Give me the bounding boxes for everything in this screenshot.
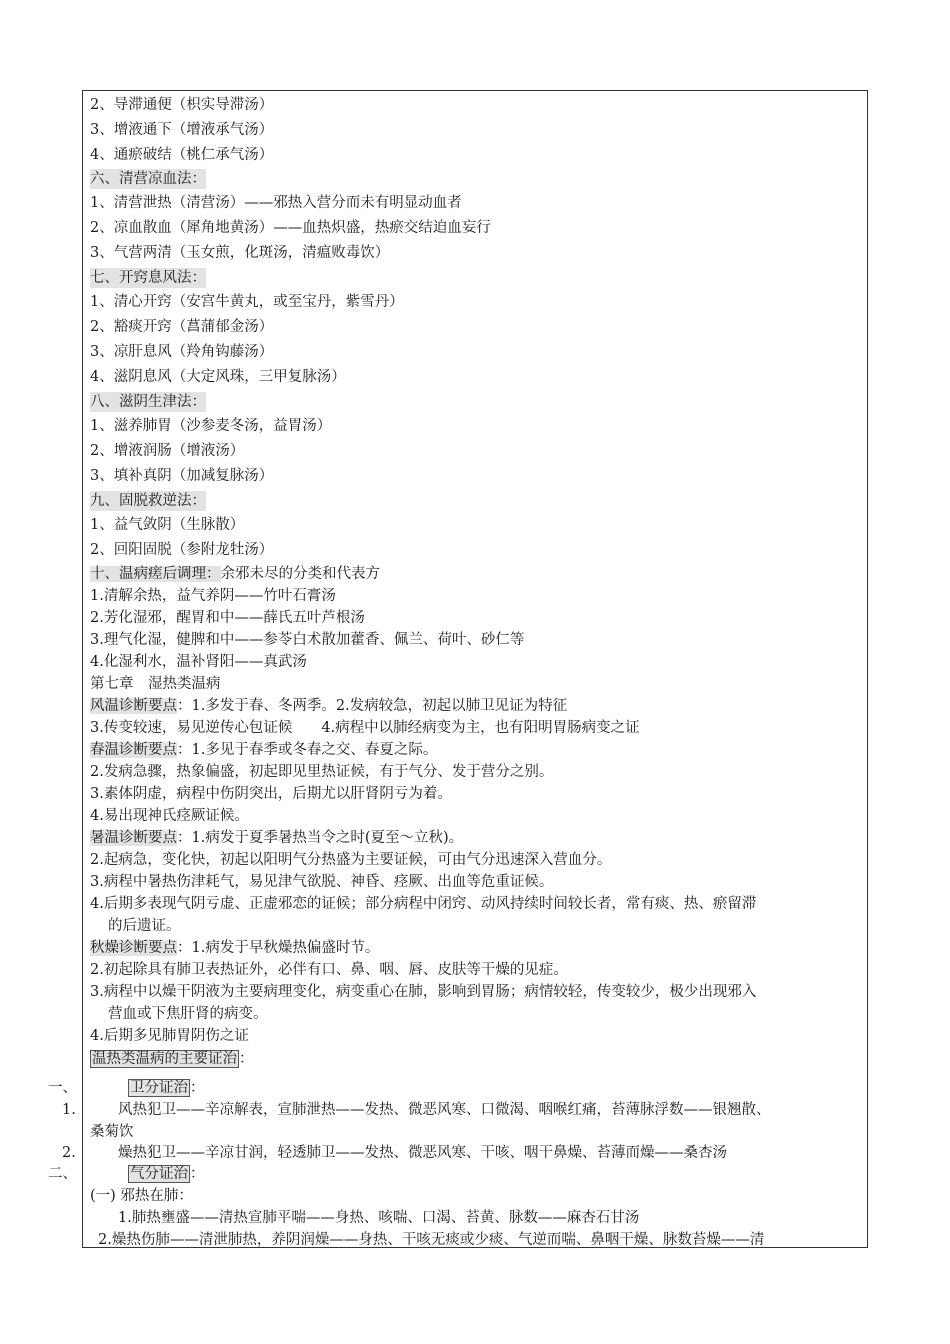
text-line: 燥热犯卫——辛凉甘润，轻透肺卫——发热、微恶风寒、干咳、咽干鼻燥、苔薄而燥——桑杏汤 [118, 1145, 727, 1161]
text-line: 的后遗证。 [108, 918, 181, 934]
text-line: 3.素体阴虚，病程中伤阴突出，后期尤以肝肾阴亏为着。 [90, 786, 452, 802]
text-line: 1、清营泄热（清营汤）——邪热入营分而未有明显动血者 [90, 195, 462, 211]
subsection-heading: 暑温诊断要点 [90, 830, 177, 846]
text-line: 气分证治 ： [130, 1166, 205, 1182]
text-span: ：1.多见于春季或冬春之交、春夏之际。 [177, 742, 438, 758]
text-line: 4、通瘀破结（桃仁承气汤） [90, 147, 274, 163]
text-line: 4.易出现神氏痉厥证候。 [90, 808, 249, 824]
text-line: 2、导滞通便（枳实导滞汤） [90, 97, 274, 113]
boxed-heading: 温热类温病的主要证治 [92, 1051, 237, 1067]
text-line: 4、滋阴息风（大定风珠，三甲复脉汤） [90, 369, 346, 385]
chapter-title: 第七章 湿热类温病 [90, 676, 221, 692]
text-line: 4.后期多见肺胃阴伤之证 [90, 1028, 249, 1044]
text-line: 营血或下焦肝肾的病变。 [108, 1006, 268, 1022]
text-line: 2.芳化湿邪，醒胃和中——薛氏五叶芦根汤 [90, 610, 365, 626]
text-line: 2、凉血散血（犀角地黄汤）——血热炽盛，热瘀交结迫血妄行 [90, 220, 491, 236]
text-line: 3.理气化湿，健脾和中——参苓白术散加藿香、佩兰、荷叶、砂仁等 [90, 632, 525, 648]
outline-number: 2. [62, 1145, 76, 1161]
text-line [90, 564, 380, 584]
text-line: 1.清解余热，益气养阴——竹叶石膏汤 [90, 588, 336, 604]
text-line: 卫分证治 ： [130, 1080, 205, 1096]
text-line: 1、清心开窍（安宫牛黄丸，或至宝丹，紫雪丹） [90, 294, 404, 310]
subsection-heading: 风温诊断要点 [90, 698, 177, 714]
text-line: 3、增液通下（增液承气汤） [90, 122, 274, 138]
text-line [90, 740, 437, 760]
text-line: 2、回阳固脱（参附龙牡汤） [90, 542, 274, 558]
text-span: ： [239, 1051, 254, 1067]
text-line [90, 938, 379, 958]
text-line: 3、凉肝息风（羚角钩藤汤） [90, 344, 274, 360]
text-line [90, 696, 567, 716]
outline-number: 二、 [48, 1166, 77, 1182]
subsection-heading: 春温诊断要点 [90, 742, 177, 758]
text-line: 风热犯卫——辛凉解表，宣肺泄热——发热、微恶风寒、口微渴、咽喉红痛，苔薄脉浮数——银翘散、 [118, 1102, 771, 1118]
section-heading: 八、滋阴生津法： [90, 394, 206, 410]
text-line: 1、益气敛阴（生脉散） [90, 517, 245, 533]
outline-number: 1. [62, 1102, 76, 1118]
boxed-heading: 气分证治 [130, 1166, 188, 1182]
section-heading: 十、温病瘥后调理： [90, 566, 221, 582]
outline-number: 一、 [48, 1080, 77, 1096]
text-line: 2.起病急，变化快，初起以阳明气分热盛为主要证候，可由气分迅速深入营血分。 [90, 852, 612, 868]
text-line [90, 1049, 254, 1069]
text-line: 3、填补真阴（加减复脉汤） [90, 468, 274, 484]
section-heading: 六、清营凉血法： [90, 171, 206, 187]
text-line: 2、豁痰开窍（菖蒲郁金汤） [90, 319, 274, 335]
subsection-heading: 秋燥诊断要点 [90, 940, 177, 956]
text-line: (一) 邪热在肺： [90, 1188, 193, 1204]
text-line: 2、增液润肠（增液汤） [90, 443, 245, 459]
text-line: 桑菊饮 [90, 1124, 134, 1140]
section-heading: 九、固脱救逆法： [90, 493, 206, 509]
section-heading: 七、开窍息风法： [90, 270, 206, 286]
text-line: 4.化湿利水，温补肾阳——真武汤 [90, 654, 307, 670]
text-span: ：1.病发于早秋燥热偏盛时节。 [177, 940, 380, 956]
text-line: 4.后期多表现气阴亏虚、正虚邪恋的证候；部分病程中闭窍、动风持续时间较长者，常有痰、热、瘀留滞 [90, 896, 757, 912]
text-span: ：1.多发于春、冬两季。2.发病较急，初起以肺卫见证为特征 [177, 698, 568, 714]
text-line: 3.病程中暑热伤津耗气，易见津气欲脱、神昏、痉厥、出血等危重证候。 [90, 874, 554, 890]
text-line: 3、气营两清（玉女煎，化斑汤，清瘟败毒饮） [90, 245, 390, 261]
text-line: 1、滋养肺胃（沙参麦冬汤，益胃汤） [90, 418, 332, 434]
text-line: 2.发病急骤，热象偏盛，初起即见里热证候，有于气分、发于营分之别。 [90, 764, 554, 780]
text-line [90, 828, 463, 848]
text-line: 3.传变较速，易见逆传心包证候 4.病程中以肺经病变为主，也有阳明胃肠病变之证 [90, 720, 640, 736]
text-line: 3.病程中以燥干阴液为主要病理变化，病变重心在肺，影响到胃肠；病情较轻，传变较少，极少出现邪入 [90, 984, 757, 1000]
text-line: 2.燥热伤肺——清泄肺热，养阴润燥——身热、干咳无痰或少痰、气逆而喘、鼻咽干燥、脉数苔燥——清 [98, 1232, 765, 1248]
heading-note: 余邪未尽的分类和代表方 [220, 566, 380, 582]
text-line: 2.初起除具有肺卫表热证外，必伴有口、鼻、咽、唇、皮肤等干燥的见症。 [90, 962, 568, 978]
boxed-heading: 卫分证治 [130, 1080, 188, 1096]
text-span: ：1.病发于夏季暑热当令之时(夏至～立秋)。 [177, 830, 464, 846]
text-line: 1.肺热壅盛——清热宣肺平喘——身热、咳喘、口渴、苔黄、脉数——麻杏石甘汤 [118, 1210, 640, 1226]
